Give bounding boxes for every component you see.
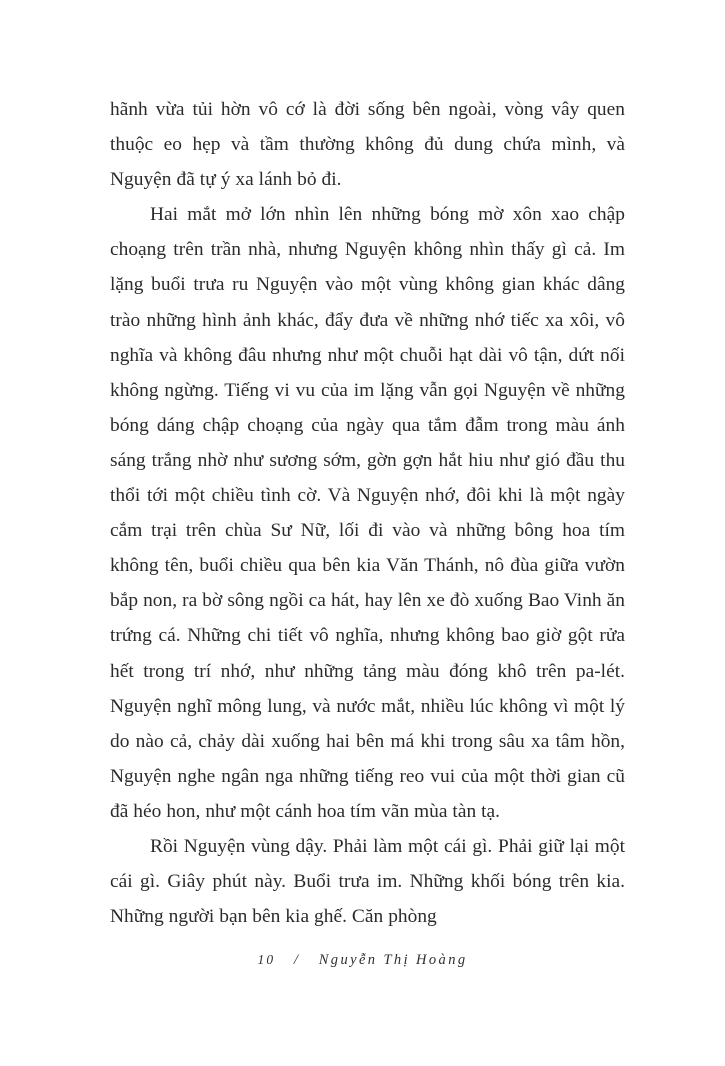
paragraph-1: hãnh vừa tủi hờn vô cớ là đời sống bên ngoài, vòng vây quen thuộc eo hẹp và tầm thường không đủ dung chứa mình, và Nguyện đã tự ý xa lánh bỏ đi. (110, 99, 625, 191)
page-number: 10 (257, 952, 276, 967)
footer-author-name: Nguyễn Thị Hoàng (318, 952, 468, 968)
footer-separator: / (293, 952, 301, 968)
page-footer (0, 952, 725, 969)
page-text-body (110, 92, 625, 934)
paragraph-3: Rồi Nguyện vùng dậy. Phải làm một cái gì. Phải giữ lại một cái gì. Giây phút này. Buổi trưa im. Những khối bóng trên kia. Những người bạn bên kia ghế. Căn phòng (110, 835, 625, 928)
paragraph-2: Hai mắt mở lớn nhìn lên những bóng mờ xôn xao chập choạng trên trần nhà, nhưng Nguyện không nhìn thấy gì cả. Im lặng buổi trưa ru Nguyện vào một vùng không gian khác dâng trào những hình ảnh khác, đẩy đưa về những nhớ tiếc xa xôi, vô nghĩa và không đâu nhưng như một chuỗi hạt dài vô tận, dứt nối không ngừng. Tiếng vi vu của im lặng vẫn gọi Nguyện về những bóng dáng chập choạng của ngày qua tắm đẫm trong màu ánh sáng trắng nhờ như sương sớm, gờn gợn hắt hiu như gió đầu thu thổi tới một chiều tình cờ. Và Nguyện nhớ, đôi khi là một ngày cắm trại trên chùa Sư Nữ, lối đi vào và những bông hoa tím không tên, buổi chiều qua bên kia Văn Thánh, nô đùa giữa vườn bắp non, ra bờ sông ngồi ca hát, hay lên xe đò xuống Bao Vinh ăn trứng cá. Những chi tiết vô nghĩa, nhưng không bao giờ gột rửa hết trong trí nhớ, như những tảng màu đóng khô trên pa-lét. Nguyện nghĩ mông lung, và nước mắt, nhiều lúc không vì một lý do nào cả, chảy dài xuống hai bên má khi trong sâu xa tâm hồn, Nguyện nghe ngân nga những tiếng reo vui của một thời gian cũ đã héo hon, như một cánh hoa tím vãn mùa tàn tạ. (110, 204, 625, 822)
